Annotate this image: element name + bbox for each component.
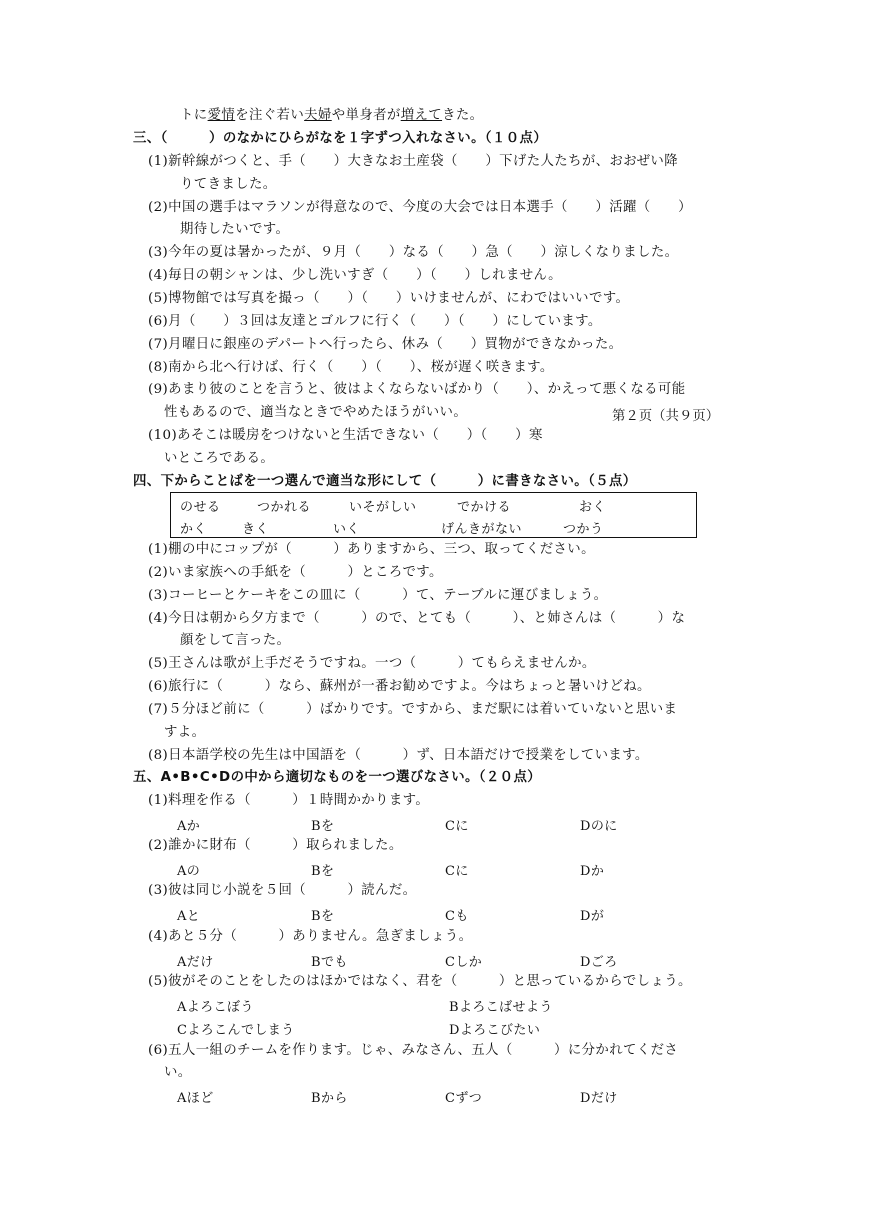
intro-line [180, 107, 483, 125]
question-line: (1)棚の中にコップが（ ）ありますから、三つ、取ってください。 [148, 542, 595, 557]
question-line: (3)彼は同じ小説を５回（ ）読んだ。 [148, 883, 417, 898]
underlined-word: 愛情 [207, 108, 236, 123]
answer-option: Aよろこぼう [177, 1000, 254, 1015]
question-line: (2)誰かに財布（ ）取られました。 [148, 838, 403, 853]
question-line: (2)中国の選手はマラソンが得意なので、今度の大会では日本選手（ ）活躍（ ） [148, 200, 692, 215]
answer-option: Aか [177, 819, 201, 834]
question-line: (8)南から北へ行けば、行く（ ）（ ）、桜が遅く咲きます。 [148, 360, 554, 375]
question-line: (6)旅行に（ ）なら、蘇州が一番お勧めですよ。今はちょっと暑いけどね。 [148, 679, 651, 694]
question-line: い。 [164, 1065, 192, 1080]
question-line: 顔をして言った。 [180, 633, 291, 648]
word-choice: かく [180, 522, 208, 537]
intro-text: トに [180, 108, 208, 123]
question-line: (1)料理を作る（ ）１時間かかります。 [148, 793, 430, 808]
answer-option: Bを [311, 819, 335, 834]
question-line: (8)日本語学校の先生は中国語を（ ）ず、日本語だけで授業をしています。 [148, 748, 649, 763]
answer-option: Cに [445, 819, 469, 834]
question-line: (5)博物館では写真を撮っ（ ）（ ）いけませんが、にわではいいです。 [148, 291, 630, 306]
answer-option: Dのに [580, 819, 618, 834]
answer-option: Dだけ [580, 1091, 618, 1106]
answer-option: Dごろ [580, 955, 618, 970]
answer-option: Aと [177, 909, 201, 924]
question-line: (10)あそこは暖房をつけないと生活できない（ ）（ ）寒 [148, 428, 543, 443]
question-line: (9)あまり彼のことを言うと、彼はよくならないばかり（ ）、かえって悪くなる可能 [148, 382, 686, 397]
answer-option: Dか [580, 864, 605, 879]
word-choice-box [170, 492, 697, 538]
answer-option: Cも [445, 909, 469, 924]
answer-option: Aだけ [177, 955, 214, 970]
word-choice: でかける [457, 500, 512, 515]
word-choice: きく [242, 522, 270, 537]
question-line: (5)彼がそのことをしたのはほかではなく、君を（ ）と思っているからでしょう。 [148, 974, 692, 989]
question-line: (5)王さんは歌が上手だそうですね。一つ（ ）てもらえませんか。 [148, 656, 596, 671]
answer-option: Bを [311, 864, 335, 879]
word-choice: げんきがない [441, 522, 523, 537]
answer-option: Cしか [445, 955, 483, 970]
question-line: (3)コーヒーとケーキをこの皿に（ ）て、テーブルに運びましょう。 [148, 588, 608, 603]
answer-option: Bよろこばせよう [449, 1000, 553, 1015]
word-choice: つかう [563, 522, 604, 537]
answer-option: Cに [445, 864, 469, 879]
answer-option: Aの [177, 864, 201, 879]
answer-option: Cずつ [445, 1091, 483, 1106]
answer-option: Cよろこんでしまう [177, 1023, 295, 1038]
section4-heading: 四、下からことばを一つ選んで適当な形にして（ ）に書きなさい。（５点） [133, 474, 637, 489]
question-line: いところである。 [164, 451, 275, 466]
question-line: (4)毎日の朝シャンは、少し洗いすぎ（ ）（ ）しれません。 [148, 268, 562, 283]
word-choice: つかれる [257, 500, 312, 515]
answer-option: Dよろこびたい [449, 1023, 541, 1038]
word-choice: のせる [180, 500, 221, 515]
question-line: すよ。 [164, 725, 206, 740]
intro-text: きた。 [442, 108, 484, 123]
question-line: (4)今日は朝から夕方まで（ ）ので、とても（ ）、と姉さんは（ ）な [148, 611, 686, 626]
question-line: 性もあるので、適当なときでやめたほうがいい。 [164, 405, 468, 420]
question-line: (3)今年の夏は暑かったが、９月（ ）なる（ ）急（ ）涼しくなりました。 [148, 245, 679, 260]
section3-heading: 三、（ ）のなかにひらがなを１字ずつ入れなさい。（１０点） [133, 131, 548, 146]
question-line: りてきました。 [180, 177, 277, 192]
question-line: 期待したいです。 [180, 222, 290, 237]
word-choice: いく [333, 522, 361, 537]
page-number: 第２页（共９页） [612, 409, 720, 424]
answer-option: Dが [580, 909, 605, 924]
question-line: (6)五人一組のチームを作ります。じゃ、みなさん、五人（ ）に分かれてくださ [148, 1043, 679, 1058]
underlined-word: 夫婦 [304, 108, 332, 123]
question-line: (7)５分ほど前に（ ）ばかりです。ですから、まだ駅には着いていないと思いま [148, 702, 678, 717]
underlined-word: 増えて [400, 108, 443, 123]
question-line: (4)あと５分（ ）ありません。急ぎましょう。 [148, 929, 473, 944]
answer-option: Bを [311, 909, 335, 924]
answer-option: Aほど [177, 1091, 214, 1106]
question-line: (6)月（ ）３回は友達とゴルフに行く（ ）（ ）にしています。 [148, 314, 602, 329]
answer-option: Bでも [311, 955, 348, 970]
question-line: (2)いま家族への手紙を（ ）ところです。 [148, 565, 443, 580]
intro-text: を注ぐ若い [235, 108, 305, 123]
word-choice: いそがしい [349, 500, 417, 515]
question-line: (7)月曜日に銀座のデパートへ行ったら、休み（ ）買物ができなかった。 [148, 337, 623, 352]
word-choice: おく [579, 500, 607, 515]
answer-option: Bから [311, 1091, 348, 1106]
question-line: (1)新幹線がつくと、手（ ）大きなお土産袋（ ）下げた人たちが、おおぜい降 [148, 154, 679, 169]
section5-heading: 五、A•B•C•Dの中から適切なものを一つ選びなさい。（２０点） [133, 770, 542, 785]
intro-text: や単身者が [331, 108, 401, 123]
